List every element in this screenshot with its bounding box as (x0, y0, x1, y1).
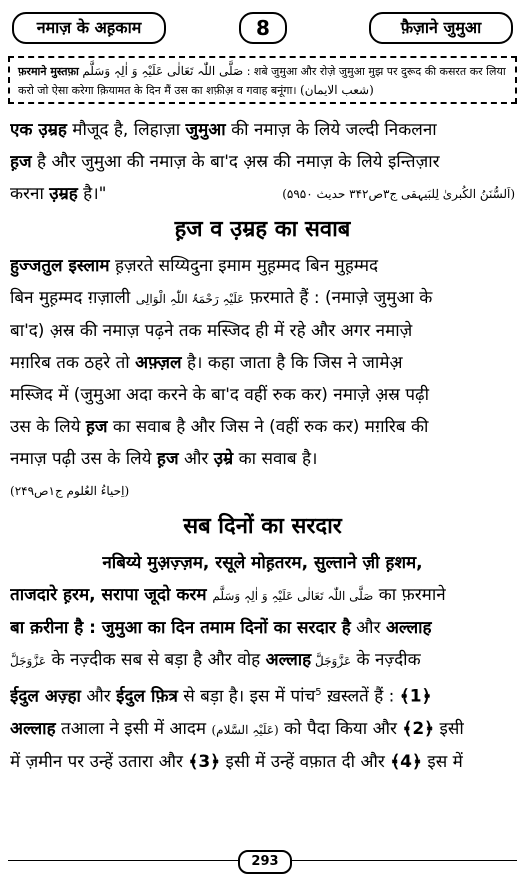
arabic-honorific: عَلَیْہِ رَحْمَۃُ اللّٰہِ الْوَالِی (135, 292, 245, 306)
text-span: इसी (434, 718, 464, 739)
para1-line3 (10, 178, 515, 210)
umrah-term: एक उ़म्रह (10, 120, 67, 140)
page-body (10, 114, 515, 778)
item-number-2: ﴾2﴿ (402, 718, 435, 739)
para3-line4 (10, 644, 515, 677)
jumua-term: जुमुआ (185, 120, 226, 140)
hujjatul-islam-term: हुज्जतुल इस्लाम (10, 256, 110, 276)
notice-arabic: صَلَّى اللّٰہ تَعَالٰی عَلَیْہِ وَ اٰلِہٖ وَسَلَّم (82, 64, 244, 78)
text-span: तआला ने इसी में आदम (55, 718, 212, 739)
umrah-term: उ़म्रे (213, 449, 234, 469)
eid-adha-term: ईदुल अज़्हा (10, 686, 81, 707)
text-span: के नज़्दीक (351, 650, 421, 670)
text-span: के नज़्दीक सब से बड़ा है और वोह (46, 650, 266, 670)
text-span: मौजूद है, लिहाज़ा (66, 120, 186, 140)
text-span: इसी में उन्हें वफ़ात दी और (220, 751, 391, 772)
text-span: का फ़रमाने (373, 585, 446, 605)
text-span: और (350, 618, 386, 638)
text-span: बा क़रीना है : (10, 618, 102, 638)
jumua-sardar-term: जुमुआ का दिन तमाम दिनों का सरदार है (101, 618, 351, 638)
arabic-honorific: صَلَّی اللّٰہ تَعَالٰی عَلَیْہِ وَ اٰلِہٖ وَسَلَّم (212, 589, 374, 603)
text-span: करना (10, 184, 50, 204)
text-span: इस में (421, 751, 463, 772)
header-right-title: फ़ैज़ाने जुमुआ (369, 12, 513, 44)
text-span: है। कहा जाता है कि जिस ने जामेअ़ (181, 353, 403, 373)
allah-term: अल्लाह (10, 718, 56, 739)
para2-line6 (10, 411, 515, 443)
text-span: का सवाब है। (233, 449, 318, 469)
section-heading-hajj-umrah: ह़ज व उ़म्रह का सवाब (174, 217, 351, 242)
hadith-notice-box (8, 56, 517, 104)
page-header (8, 8, 517, 46)
eid-fitr-term: ईदुल फ़ित्र (116, 686, 178, 707)
para2-line5: मस्जिद में (जुमुआ अदा करने के बा'द वहीं रुक कर) नमाज़े अ़स्र पढ़ी (10, 385, 429, 405)
hajj-term: ह़ज (156, 449, 179, 469)
reference-sunan: (اَلسُّنَنُ الکُبریٰ لِلبَیہقی ج۳ص۳۴۲ حدیث ۵۹۵۰) (282, 187, 515, 201)
umrah-term: उ़म्रह (49, 184, 78, 204)
text-span: से बड़ा है। इस में पांच (177, 686, 316, 707)
item-number-1: ﴾1﴿ (399, 686, 432, 707)
text-span: ख़स्लतें हैं : (321, 686, 400, 707)
reference-ihya: (اِحیاءُ العُلوم ج۱ص۲۴۹) (10, 484, 130, 498)
text-span: और (178, 449, 214, 469)
para1-line2 (10, 146, 515, 178)
text-span: मग़रिब तक ठहरे तो (10, 353, 136, 373)
text-span: में ज़मीन पर उन्हें उतारा और (10, 751, 189, 772)
text-span: का सवाब है और जिस ने (वहीं रुक कर) मग़रिब की (107, 417, 429, 437)
allah-term: अल्लाह (265, 650, 312, 670)
para2-line3: बा'द) अ़स्र की नमाज़ पढ़ने तक मस्जिद ही में रहे और अगर नमाज़े (10, 321, 413, 341)
text-span: की नमाज़ के लिये जल्दी निकलना (225, 120, 437, 140)
text-span: और (80, 686, 117, 707)
hajj-term: ह़ज (85, 417, 108, 437)
allah-term: अल्लाह (385, 618, 432, 638)
arabic-honorific: (عَلَیْہِ السَّلام) (211, 722, 279, 737)
page-footer (0, 850, 525, 872)
arabic-honorific: عَزَّوَجَلَّ (10, 654, 47, 668)
text-span: नमाज़ पढ़ी उस के लिये (10, 449, 157, 469)
para2-line7 (10, 443, 515, 475)
item-number-3: ﴾3﴿ (188, 751, 221, 772)
para3-line1: नबिय्ये मुअ़ज़्ज़म, रसूले मोह़तरम, सुल्ताने ज़ी ह़शम, (102, 553, 423, 573)
hajj-term: ह़ज (10, 152, 32, 172)
para1-line1 (10, 114, 515, 146)
para3-line6 (10, 713, 515, 746)
text-span: को पैदा किया और (278, 718, 403, 739)
para2-line1 (10, 250, 515, 282)
para3-line2 (10, 579, 515, 612)
notice-label: फ़रमाने मुस्तफ़ा (18, 65, 79, 78)
text-span: ताजदारे ह़रम, सरापा जूदो करम (10, 585, 213, 605)
afzal-term: अफ़्ज़ल (135, 353, 182, 373)
text-span: ह़ज़रते सय्यिदुना इमाम मुह़म्मद बिन मुह़म्मद (109, 256, 379, 276)
para3-line7 (10, 746, 515, 778)
footer-page-number: 293 (238, 850, 292, 874)
para3-line5 (10, 677, 515, 713)
text-span: है और जुमुआ की नमाज़ के बा'द अ़स्र की नमाज़ के लिये इन्तिज़ार (31, 152, 440, 172)
arabic-honorific: عَزَّوَجَلَّ (311, 654, 352, 668)
notice-text: : शबे जुमुआ और रोज़े जुमुआ मुझ पर दुरूद की कसरत कर लिया करो जो ऐसा करेगा क़ियामत के दिन मैं उस का शफ़ीअ़ व गवाह बनूंगा। (18, 65, 506, 97)
footnote-marker: 5 (315, 687, 322, 698)
para2-line2 (10, 282, 515, 315)
header-page-number: 8 (239, 12, 287, 44)
section-heading-sardar: सब दिनों का सरदार (183, 514, 342, 539)
para3-line3 (10, 612, 515, 644)
text-span: उस के लिये (10, 417, 86, 437)
notice-source: (شعب الایمان) (300, 83, 374, 97)
para2-line4 (10, 347, 515, 379)
item-number-4: ﴾4﴿ (390, 751, 422, 772)
text-span: फ़रमाते हैं : (नमाज़े जुमुआ के (244, 288, 433, 308)
text-span: बिन मुह़म्मद ग़ज़ाली (10, 288, 136, 308)
header-left-title: नमाज़ के अह़काम (12, 12, 166, 44)
text-span: है।" (77, 184, 107, 204)
